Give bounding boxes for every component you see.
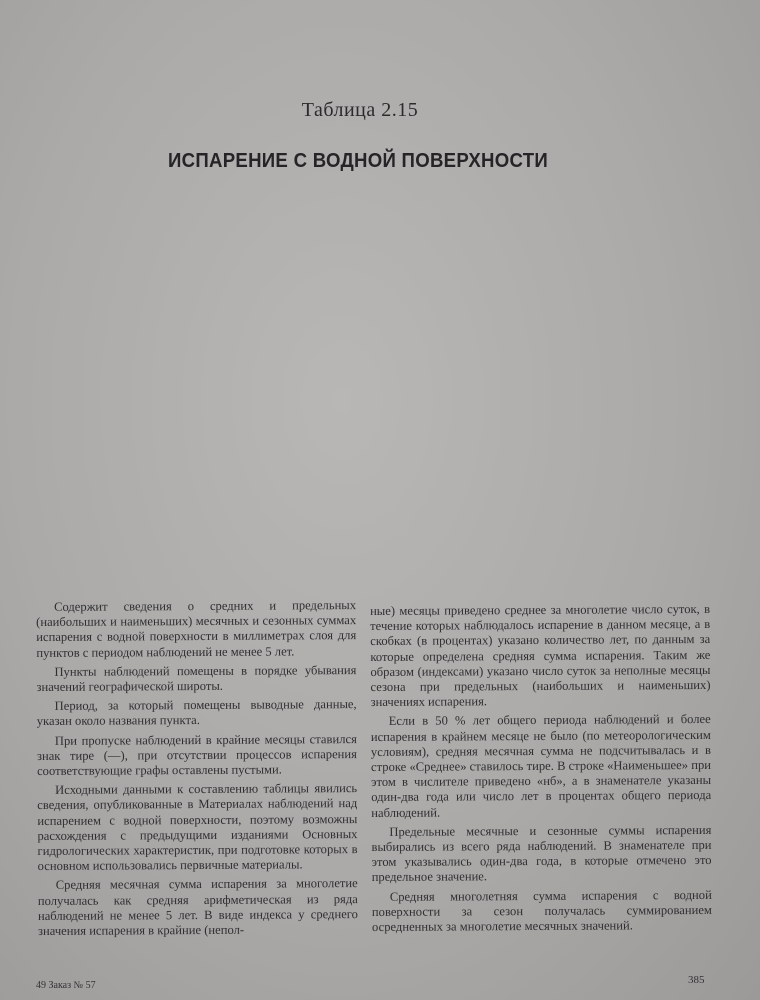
table-number: Таблица 2.15 [301, 99, 419, 121]
left-text-column [36, 598, 358, 943]
paragraph-station-order: Пункты наблюдений помещены в порядке убывания значений географической широты. [36, 662, 357, 695]
page-number: 385 [688, 974, 705, 986]
paragraph-source-data: Исходными данными к составлению таблицы явились сведения, опубликованные в Материалах наблюдений над испарением с водной поверхности, поэтому возможны расхождения с предыдущими изданиями Основных гидрологических характеристик, при подготовке которых в основном использовались первичные материалы. [37, 781, 358, 874]
paragraph-extreme-values: Предельные месячные и сезонные суммы испарения выбирались из всего ряда наблюдений. В знаменателе при этом указывались один-два года, в которые отмечено это предельное значение. [371, 822, 712, 885]
paragraph-index-continuation: ные) месяцы приведено среднее за многолетие число суток, в течение которых наблюдалось испарение в данном месяце, а в скобках (в процентах) указано количество лет, по данным за которые определена средняя сумма испарения. Таким же образом (индексами) указано число суток за неполные месяцы сезона при предельных (наибольших и наименьших) значениях испарения. [370, 601, 711, 710]
paragraph-period: Период, за который помещены выводные данные, указан около названия пункта. [36, 697, 357, 729]
page-title: ИСПАРЕНИЕ С ВОДНОЙ ПОВЕРХНОСТИ [167, 150, 549, 172]
paragraph-fifty-percent: Если в 50 % лет общего периода наблюдений и более испарения в крайнем месяце не было (по метеорологическим условиям), средняя месячная сумма не подсчитывалась и в строке «Среднее» ставилось тире. В строке «Наименьшее» при этом в числителе приведено «нб», а в знаменателе указаны один-два года или число лет в процентах общего периода наблюдений. [370, 712, 712, 820]
paragraph-seasonal-sum: Средняя многолетняя сумма испарения с водной поверхности за сезон получалась суммированием осредненных за многолетие месячных значений. [371, 887, 712, 935]
right-text-column [370, 602, 712, 939]
paragraph-monthly-mean: Средняя месячная сумма испарения за многолетие получалась как средняя арифметическая из ряда наблюдений не менее 5 лет. В виде индекса у среднего значения испарения в крайние (непол- [37, 876, 358, 939]
paragraph-description: Содержит сведения о средних и предельных (наибольших и наименьших) месячных и сезонных суммах испарения с водной поверхности в миллиметрах слоя для пунктов с периодом наблюдений не менее 5 лет. [36, 598, 357, 660]
print-order-mark: 49 Заказ № 57 [36, 980, 96, 991]
paragraph-missing-data: При пропуске наблюдений в крайние месяцы ставился знак тире (—), при отсутствии процессов испарения соответствующие графы оставлены пустыми. [36, 731, 357, 779]
